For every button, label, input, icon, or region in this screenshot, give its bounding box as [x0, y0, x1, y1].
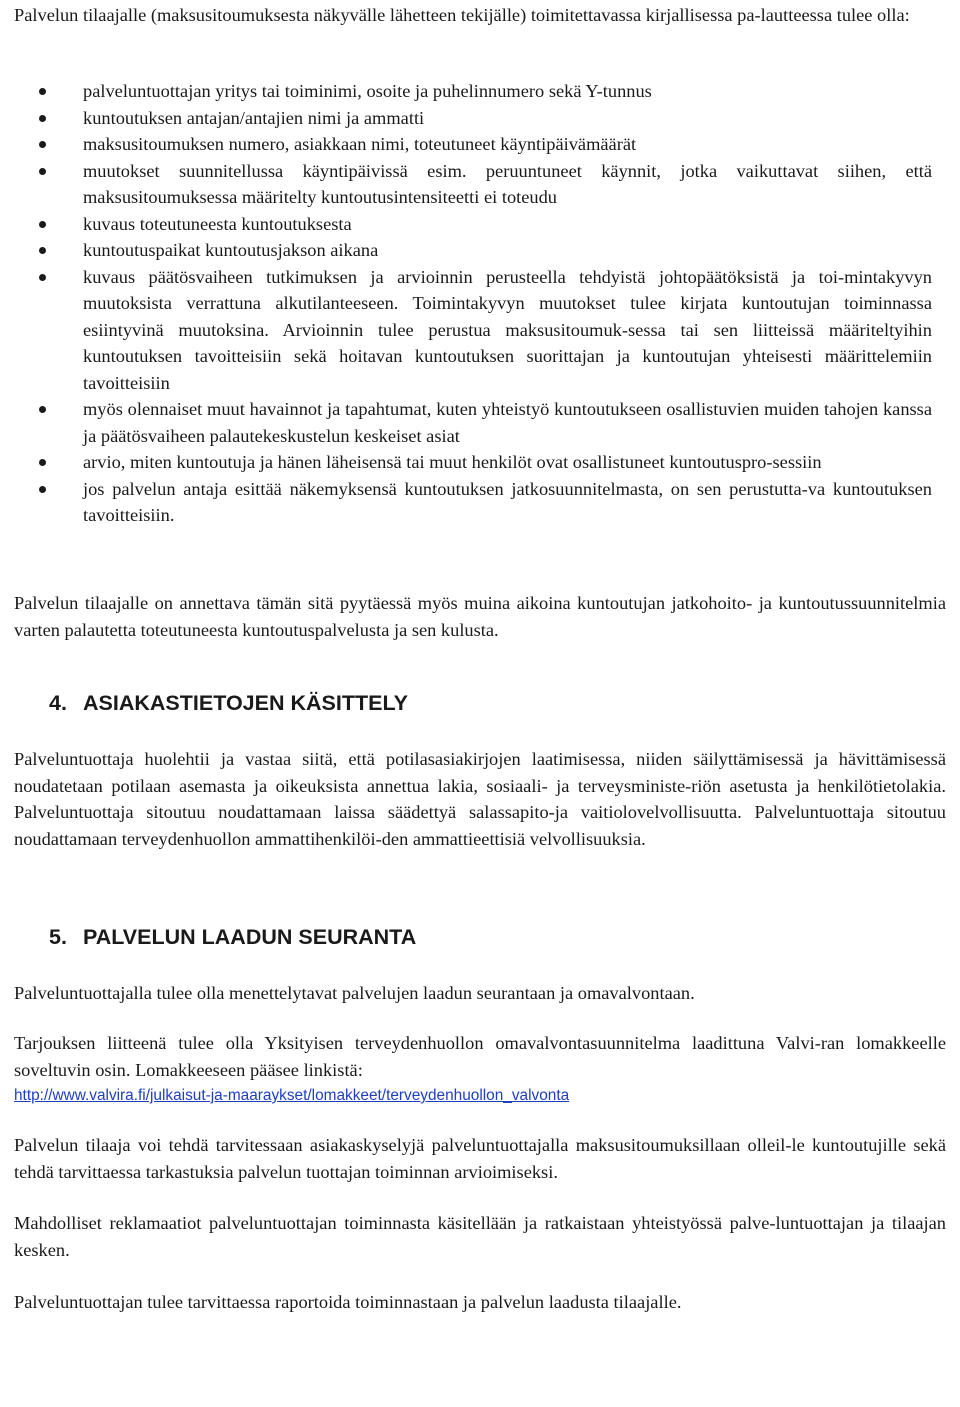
section-5-paragraph-2: Tarjouksen liitteenä tulee olla Yksityisen terveydenhuollon omavalvontasuunnitelma laadittuna Valvi-ran lomakkeelle soveltuvin osin. Lomakkeeseen pääsee linkistä: [14, 1033, 946, 1080]
bullet-icon [39, 486, 46, 493]
list-item: arvio, miten kuntoutuja ja hänen läheisensä tai muut henkilöt ovat osallistuneet kuntoutuspro-sessiin [0, 449, 932, 476]
list-item: maksusitoumuksen numero, asiakkaan nimi, toteutuneet käyntipäivämäärät [0, 131, 932, 158]
section-5-paragraph-5: Palveluntuottajan tulee tarvittaessa raportoida toiminnastaan ja palvelun laadusta tilaajalle. [14, 1292, 682, 1312]
bullet-icon [39, 406, 46, 413]
list-item: kuvaus päätösvaiheen tutkimuksen ja arvioinnin perusteella tehdyistä johtopäätöksistä ja toi-mintakyvyn muutoksista verrattuna alkutilanteeseen. Toimintakyvyn muutokset tulee kirjata kuntoutujan toiminnassa esiintyvinä muutoksina. Arvioinnin tulee perustua maksusitoumuk-sessa tai sen liitteissä määriteltyihin kuntoutuksen tavoitteisiin sekä hoitavan kuntoutuksen suorittajan ja kuntoutujan yhteisesti määrittelemiin tavoitteisiin [0, 264, 932, 397]
valvira-form-link[interactable]: http://www.valvira.fi/julkaisut-ja-maaraykset/lomakkeet/terveydenhuollon_valvonta [14, 1087, 570, 1104]
section-5-paragraph-4: Mahdolliset reklamaatiot palveluntuottajan toiminnasta käsitellään ja ratkaistaan yhteistyössä palve-luntuottajan ja tilaajan kesken. [14, 1213, 946, 1260]
section-number: 5. [49, 925, 67, 949]
section-4-heading [49, 688, 408, 718]
bullet-icon [39, 115, 46, 122]
paragraph-after-list: Palvelun tilaajalle on annettava tämän sitä pyytäessä myös muina aikoina kuntoutujan jatkohoito- ja kuntoutussuunnitelmia varten palautetta toteutuneesta kuntoutuspalvelusta ja sen kulusta. [14, 593, 946, 640]
section-4-body: Palveluntuottaja huolehtii ja vastaa siitä, että potilasasiakirjojen laatimisessa, niiden säilyttämisessä ja hävittämisessä noudatetaan potilaan asemasta ja oikeuksista annettua lakia, sosiaali- ja terveysministe-riön asetusta ja henkilötietolakia. Palveluntuottaja sitoutuu noudattamaan laissa säädettyä salassapito-ja vaitiolovelvollisuutta. Palveluntuottaja sitoutuu noudattamaan terveydenhuollon ammattihenkilöi-den ammattieettisiä velvollisuuksia. [14, 749, 946, 849]
list-item: kuntoutuspaikat kuntoutusjakson aikana [0, 237, 932, 264]
section-title: PALVELUN LAADUN SEURANTA [83, 925, 417, 949]
bullet-icon [39, 247, 46, 254]
section-5-heading [49, 922, 416, 952]
section-number: 4. [49, 691, 67, 715]
bullet-icon [39, 168, 46, 175]
intro-paragraph: Palvelun tilaajalle (maksusitoumuksesta näkyvälle lähetteen tekijälle) toimitettavassa kirjallisessa pa-lautteessa tulee olla: [14, 5, 910, 25]
list-item: kuvaus toteutuneesta kuntoutuksesta [0, 211, 932, 238]
bullet-icon [39, 88, 46, 95]
section-5-paragraph-1: Palveluntuottajalla tulee olla menettelytavat palvelujen laadun seurantaan ja omavalvontaan. [14, 983, 695, 1003]
list-item: palveluntuottajan yritys tai toiminimi, osoite ja puhelinnumero sekä Y-tunnus [0, 78, 932, 105]
list-item: jos palvelun antaja esittää näkemyksensä kuntoutuksen jatkosuunnitelmasta, on sen perustutta-va kuntoutuksen tavoitteisiin. [0, 476, 932, 529]
section-5-paragraph-3: Palvelun tilaaja voi tehdä tarvitessaan asiakaskyselyjä palveluntuottajalla maksusitoumuksillaan olleil-le kuntoutujille sekä tehdä tarvittaessa tarkastuksia palvelun tuottajan toiminnan arvioimiseksi. [14, 1135, 946, 1182]
bullet-icon [39, 459, 46, 466]
bullet-icon [39, 274, 46, 281]
feedback-contents-list [0, 78, 960, 529]
list-item: kuntoutuksen antajan/antajien nimi ja ammatti [0, 105, 932, 132]
list-item: myös olennaiset muut havainnot ja tapahtumat, kuten yhteistyö kuntoutukseen osallistuvien muiden tahojen kanssa ja päätösvaiheen palautekeskustelun keskeiset asiat [0, 396, 932, 449]
bullet-icon [39, 141, 46, 148]
section-title: ASIAKASTIETOJEN KÄSITTELY [83, 691, 408, 715]
bullet-icon [39, 221, 46, 228]
list-item: muutokset suunnitellussa käyntipäivissä esim. peruuntuneet käynnit, jotka vaikuttavat siihen, että maksusitoumuksessa määritelty kuntoutusintensiteetti ei toteudu [0, 158, 932, 211]
